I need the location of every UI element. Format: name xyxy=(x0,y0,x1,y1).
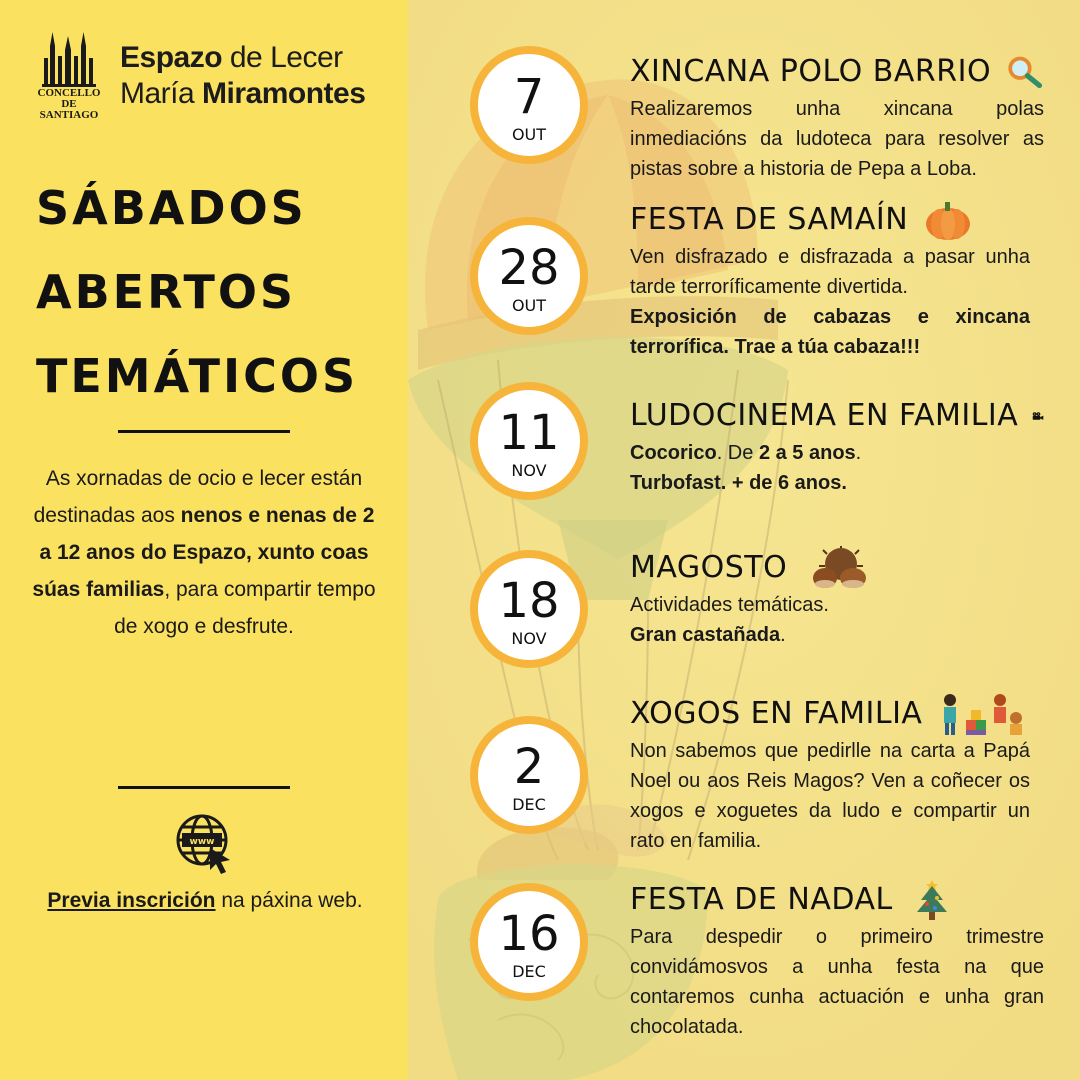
age-range: 2 a 5 anos xyxy=(758,442,856,464)
date-badge xyxy=(470,46,588,164)
left-panel xyxy=(0,0,408,1080)
event-description: Para despedir o primeiro trimestre convidámosvos a unha festa na que contaremos cunha actuación e unha gran chocolatada. xyxy=(630,926,1044,1038)
event-title xyxy=(630,50,1044,94)
event-title xyxy=(630,692,1030,736)
event-title-text: FESTA DE SAMAÍN xyxy=(630,202,909,237)
event-title-text: MAGOSTO xyxy=(630,550,788,585)
date-month: OUT xyxy=(511,125,547,144)
event-item xyxy=(630,546,1044,650)
brand-word: de Lecer xyxy=(229,41,343,74)
event-description xyxy=(630,468,1044,498)
date-month: DEC xyxy=(512,795,546,814)
event-item xyxy=(630,692,1030,856)
intro-part: As xornadas de ocio e lecer están destinadas aos xyxy=(33,467,363,527)
date-badge xyxy=(470,883,588,1001)
svg-text:www: www xyxy=(189,837,215,847)
date-month: DEC xyxy=(512,962,546,981)
movie-name: Cocorico xyxy=(630,442,717,464)
event-description-bold xyxy=(630,302,1030,362)
date-month: OUT xyxy=(511,296,547,315)
registration-link[interactable]: Previa inscrición xyxy=(47,889,216,912)
event-text: . xyxy=(780,624,786,646)
event-description: Ven disfrazado e disfrazada a pasar unha tarde terroríficamente divertida. xyxy=(630,246,1030,298)
registration-text: na páxina web. xyxy=(215,889,363,912)
date-day: 16 xyxy=(498,906,560,962)
event-description: Realizaremos unha xincana polas inmediacións da ludoteca para resolver as pistas sobre a historia de Pepa a Loba. xyxy=(630,98,1044,180)
intro-highlight: nenos e nenas de 2 a 12 anos do Espazo, xunto coas súas familias xyxy=(32,504,375,601)
title-line: TEMÁTICOS xyxy=(36,349,359,403)
event-description: Non sabemos que pedirlle na carta a Papá Noel ou aos Reis Magos? Ven a coñecer os xogos e xoguetes da ludo e compartir un rato en familia. xyxy=(630,740,1030,852)
event-description xyxy=(630,438,1044,468)
event-title-text: XOGOS EN FAMILIA xyxy=(630,696,923,731)
event-title-text: FESTA DE NADAL xyxy=(630,882,893,917)
date-day: 28 xyxy=(498,240,560,296)
event-description xyxy=(630,620,1044,650)
city-caption: CONCELLO DE SANTIAGO xyxy=(37,87,101,121)
event-title xyxy=(630,546,1044,590)
event-title xyxy=(630,394,1044,438)
event-item xyxy=(630,878,1044,1042)
movie-camera-icon xyxy=(1032,394,1044,438)
movie-name: Turbofast. + de 6 anos. xyxy=(630,472,847,494)
intro-text xyxy=(26,460,382,645)
brand-word: Espazo xyxy=(120,41,223,74)
event-highlight: Gran castañada xyxy=(630,624,781,646)
christmas-tree-icon xyxy=(907,878,957,922)
event-item xyxy=(630,198,1030,362)
title-line: SÁBADOS xyxy=(36,181,307,235)
intro-part: , para compartir tempo de xogo e desfrute. xyxy=(114,578,376,638)
brand-word: Miramontes xyxy=(202,77,366,110)
chestnut-icon xyxy=(801,546,873,590)
event-description: Actividades temáticas. xyxy=(630,594,829,616)
divider xyxy=(118,430,290,433)
brand-word: María xyxy=(120,77,195,110)
title-line: ABERTOS xyxy=(36,265,297,319)
globe-www-icon xyxy=(176,814,232,876)
event-highlight: Exposición de cabazas e xincana terrorífica. Trae a túa cabaza!!! xyxy=(630,306,1030,358)
date-month: NOV xyxy=(511,629,547,648)
date-badge xyxy=(470,716,588,834)
date-day: 7 xyxy=(513,69,545,125)
event-title xyxy=(630,198,1030,242)
pumpkin-icon xyxy=(922,198,974,242)
date-day: 18 xyxy=(498,573,560,629)
event-text: . xyxy=(855,442,862,464)
date-badge xyxy=(470,382,588,500)
date-day: 2 xyxy=(513,739,545,795)
date-month: NOV xyxy=(511,461,547,480)
divider xyxy=(118,786,290,789)
kids-playing-icon xyxy=(936,692,1026,736)
magnifier-icon xyxy=(1005,50,1044,94)
event-title-text: XINCANA POLO BARRIO xyxy=(630,54,992,89)
page-title xyxy=(36,166,358,418)
event-text: . De xyxy=(716,442,759,464)
event-item xyxy=(630,394,1044,498)
date-badge xyxy=(470,217,588,335)
event-title-text: LUDOCINEMA EN FAMILIA xyxy=(630,398,1019,433)
brand-name xyxy=(120,40,365,112)
date-badge xyxy=(470,550,588,668)
registration-note xyxy=(40,882,370,919)
date-day: 11 xyxy=(498,405,560,461)
event-title xyxy=(630,878,1044,922)
event-item xyxy=(630,50,1044,184)
